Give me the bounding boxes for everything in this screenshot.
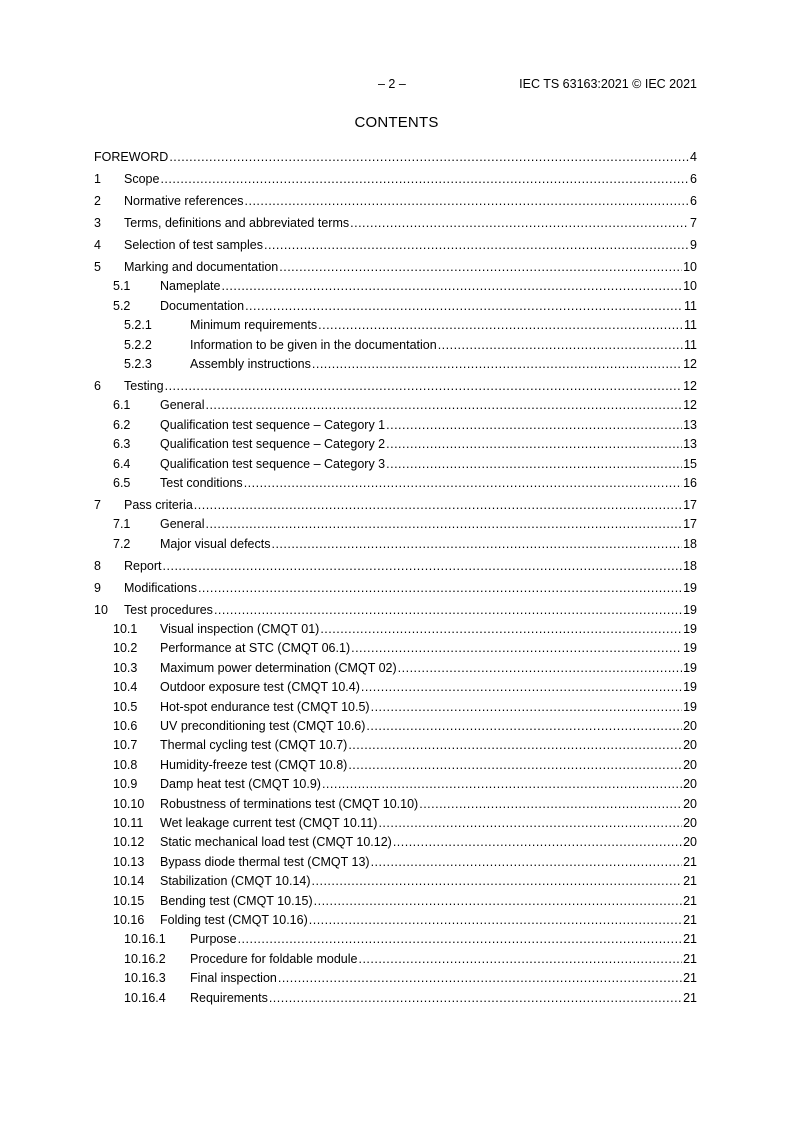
dot-leader: [318, 317, 683, 333]
toc-entry-page: 6: [690, 172, 697, 186]
toc-entry-page: 21: [683, 990, 697, 1005]
toc-entry-number: 10.16.3: [124, 971, 166, 986]
toc-entry-number: 8: [94, 558, 101, 573]
toc-entry-number: 5.1: [113, 279, 131, 294]
toc-entry[interactable]: [94, 209, 697, 231]
toc-entry-number: 6.5: [113, 475, 131, 490]
toc-entry-page: 20: [683, 796, 697, 811]
toc-entry-title: Damp heat test (CMQT 10.9): [160, 777, 321, 792]
toc-entry-number: 7.1: [113, 517, 131, 532]
toc-entry[interactable]: [94, 870, 697, 889]
toc-entry[interactable]: [94, 812, 697, 831]
toc-entry[interactable]: [94, 433, 697, 452]
dot-leader: [320, 621, 682, 637]
toc-entry-title: Humidity-freeze test (CMQT 10.8): [160, 757, 348, 772]
table-of-contents: [94, 143, 697, 1006]
toc-entry-page: 19: [683, 602, 697, 617]
toc-entry[interactable]: [94, 574, 697, 596]
toc-entry-page: 13: [683, 417, 697, 432]
toc-entry[interactable]: [94, 734, 697, 753]
toc-entry-page: 6: [690, 194, 697, 208]
toc-entry-title: Maximum power determination (CMQT 02): [160, 660, 397, 675]
toc-entry-title: Report: [124, 558, 162, 573]
toc-entry-page: 18: [683, 558, 697, 573]
dot-leader: [393, 834, 682, 850]
dot-leader: [419, 796, 682, 812]
toc-entry-title: Folding test (CMQT 10.16): [160, 912, 308, 927]
toc-entry-number: 6.1: [113, 398, 131, 413]
toc-entry[interactable]: [94, 715, 697, 734]
dot-leader: [312, 873, 683, 889]
toc-entry[interactable]: [94, 637, 697, 656]
dot-leader: [271, 536, 682, 552]
toc-entry[interactable]: [94, 676, 697, 695]
toc-entry-title: Testing: [124, 378, 164, 393]
toc-entry[interactable]: [94, 695, 697, 714]
toc-entry-title: Terms, definitions and abbreviated terms: [124, 216, 350, 230]
toc-entry-number: 2: [94, 194, 101, 208]
toc-entry-title: Documentation: [160, 298, 245, 313]
toc-entry-number: 10.7: [113, 738, 138, 753]
dot-leader: [322, 776, 682, 792]
toc-entry-title: Final inspection: [190, 971, 277, 986]
toc-entry-title: Procedure for foldable module: [190, 951, 358, 966]
toc-entry[interactable]: [94, 889, 697, 908]
toc-entry-title: Selection of test samples: [124, 238, 263, 252]
toc-entry-number: 7.2: [113, 536, 131, 551]
dot-leader: [438, 337, 683, 353]
toc-entry[interactable]: [94, 552, 697, 574]
toc-entry-page: 21: [683, 932, 697, 947]
toc-entry-title: General: [160, 398, 205, 413]
toc-entry-number: 5.2: [113, 298, 131, 313]
page-header: [0, 77, 793, 93]
dot-leader: [194, 497, 682, 513]
toc-entry[interactable]: [94, 353, 697, 372]
toc-entry-title: Robustness of terminations test (CMQT 10.10): [160, 796, 419, 811]
toc-entry-number: 7: [94, 497, 101, 512]
toc-entry[interactable]: [94, 143, 697, 165]
toc-entry-number: 10.15: [113, 893, 145, 908]
toc-entry-number: 10.5: [113, 699, 138, 714]
toc-entry-number: 10.11: [113, 815, 144, 830]
dot-leader: [205, 397, 682, 413]
toc-entry-title: Minimum requirements: [190, 318, 318, 333]
toc-entry-page: 21: [683, 971, 697, 986]
toc-entry-number: 6: [94, 378, 101, 393]
toc-entry-page: 19: [683, 699, 697, 714]
dot-leader: [312, 356, 682, 372]
dot-leader: [278, 970, 682, 986]
toc-entry[interactable]: [94, 314, 697, 333]
toc-entry-number: 10.3: [113, 660, 138, 675]
toc-entry-title: FOREWORD: [94, 150, 169, 164]
toc-entry-title: Bending test (CMQT 10.15): [160, 893, 313, 908]
toc-entry-number: 10.9: [113, 777, 138, 792]
toc-entry-title: Normative references: [124, 194, 244, 208]
dot-leader: [244, 475, 682, 491]
toc-entry[interactable]: [94, 472, 697, 491]
toc-entry-number: 9: [94, 580, 101, 595]
toc-entry-page: 11: [684, 337, 697, 352]
toc-entry-page: 10: [683, 279, 697, 294]
toc-entry-page: 20: [683, 719, 697, 734]
toc-entry[interactable]: [94, 253, 697, 275]
toc-entry-number: 6.4: [113, 456, 131, 471]
toc-entry-title: Hot-spot endurance test (CMQT 10.5): [160, 699, 370, 714]
toc-entry-title: Pass criteria: [124, 497, 193, 512]
toc-entry-page: 21: [683, 854, 697, 869]
toc-entry-page: 21: [683, 874, 697, 889]
toc-entry-page: 19: [683, 680, 697, 695]
toc-entry-number: 10.8: [113, 757, 138, 772]
dot-leader: [264, 237, 689, 253]
toc-entry[interactable]: [94, 452, 697, 471]
toc-entry-title: Wet leakage current test (CMQT 10.11): [160, 815, 378, 830]
toc-entry-number: 10.14: [113, 874, 145, 889]
toc-title: CONTENTS: [354, 114, 439, 131]
dot-leader: [351, 640, 682, 656]
toc-entry-number: 3: [94, 216, 101, 230]
toc-entry-number: 10.16.4: [124, 990, 166, 1005]
toc-entry-number: 10.4: [113, 680, 138, 695]
dot-leader: [238, 931, 683, 947]
toc-entry[interactable]: [94, 333, 697, 352]
toc-entry-number: 5.2.1: [124, 318, 152, 333]
toc-entry-number: 4: [94, 238, 101, 252]
toc-entry-page: 19: [683, 660, 697, 675]
toc-entry-number: 5.2.2: [124, 337, 152, 352]
toc-entry[interactable]: [94, 753, 697, 772]
toc-entry[interactable]: [94, 967, 697, 986]
toc-entry-page: 13: [683, 437, 697, 452]
page-number: – 2 –: [378, 77, 406, 91]
toc-entry-title: Scope: [124, 172, 160, 186]
toc-entry[interactable]: [94, 850, 697, 869]
toc-entry[interactable]: [94, 294, 697, 313]
toc-entry-number: 10.6: [113, 719, 138, 734]
toc-entry-number: 6.3: [113, 437, 131, 452]
toc-entry-title: Test conditions: [160, 475, 243, 490]
toc-entry-page: 11: [684, 318, 697, 333]
toc-entry-title: Qualification test sequence – Category 1: [160, 417, 386, 432]
toc-entry-page: 15: [683, 456, 697, 471]
toc-entry[interactable]: [94, 596, 697, 618]
toc-entry-title: Qualification test sequence – Category 2: [160, 437, 386, 452]
toc-entry-title: Outdoor exposure test (CMQT 10.4): [160, 680, 360, 695]
toc-entry[interactable]: [94, 513, 697, 532]
toc-entry-title: Information to be given in the documentation: [190, 337, 437, 352]
dot-leader: [386, 456, 682, 472]
toc-entry-number: 10.16: [113, 912, 145, 927]
toc-entry-title: Visual inspection (CMQT 01): [160, 622, 320, 637]
toc-entry-number: 10.16.2: [124, 951, 166, 966]
toc-entry[interactable]: [94, 532, 697, 551]
toc-entry-page: 9: [690, 238, 697, 252]
dot-leader: [348, 737, 682, 753]
toc-entry-title: Requirements: [190, 990, 268, 1005]
toc-entry-page: 19: [683, 641, 697, 656]
toc-entry-page: 21: [683, 912, 697, 927]
toc-entry-title: Performance at STC (CMQT 06.1): [160, 641, 351, 656]
toc-entry-title: Bypass diode thermal test (CMQT 13): [160, 854, 370, 869]
toc-entry-page: 20: [683, 757, 697, 772]
toc-entry-page: 17: [683, 517, 697, 532]
toc-entry-page: 20: [683, 738, 697, 753]
dot-leader: [371, 854, 683, 870]
toc-entry-number: 10.13: [113, 854, 145, 869]
toc-entry-title: Major visual defects: [160, 536, 271, 551]
toc-entry-number: 10.16.1: [124, 932, 166, 947]
dot-leader: [309, 912, 682, 928]
toc-entry[interactable]: [94, 928, 697, 947]
toc-entry-page: 7: [690, 216, 697, 230]
toc-entry[interactable]: [94, 394, 697, 413]
toc-entry-page: 10: [683, 260, 697, 274]
toc-entry[interactable]: [94, 986, 697, 1005]
dot-leader: [366, 718, 682, 734]
toc-entry-number: 5: [94, 260, 101, 274]
toc-entry-number: 10.1: [113, 622, 138, 637]
toc-entry-page: 19: [683, 580, 697, 595]
dot-leader: [350, 215, 689, 231]
toc-entry-page: 19: [683, 622, 697, 637]
toc-entry[interactable]: [94, 773, 697, 792]
dot-leader: [221, 278, 682, 294]
toc-entry-number: 10.10: [113, 796, 145, 811]
dot-leader: [160, 171, 689, 187]
toc-entry-title: Stabilization (CMQT 10.14): [160, 874, 311, 889]
dot-leader: [269, 990, 682, 1006]
toc-entry-page: 12: [683, 398, 697, 413]
toc-entry-title: Marking and documentation: [124, 260, 279, 274]
dot-leader: [279, 259, 682, 275]
dot-leader: [386, 417, 682, 433]
toc-entry[interactable]: [94, 831, 697, 850]
dot-leader: [378, 815, 682, 831]
toc-entry-number: 1: [94, 172, 101, 186]
toc-entry-page: 17: [683, 497, 697, 512]
toc-entry[interactable]: [94, 792, 697, 811]
toc-entry-page: 20: [683, 777, 697, 792]
dot-leader: [398, 660, 682, 676]
toc-entry-title: Nameplate: [160, 279, 221, 294]
toc-entry[interactable]: [94, 413, 697, 432]
dot-leader: [169, 149, 689, 165]
toc-entry-title: Static mechanical load test (CMQT 10.12): [160, 835, 392, 850]
document-reference: IEC TS 63163:2021 © IEC 2021: [519, 77, 697, 91]
toc-entry[interactable]: [94, 656, 697, 675]
toc-entry-page: 20: [683, 835, 697, 850]
toc-entry-title: Purpose: [190, 932, 237, 947]
dot-leader: [165, 378, 682, 394]
dot-leader: [245, 298, 683, 314]
dot-leader: [371, 699, 683, 715]
toc-entry[interactable]: [94, 275, 697, 294]
toc-entry-page: 21: [683, 893, 697, 908]
toc-entry-title: Assembly instructions: [190, 356, 311, 371]
toc-entry-number: 10.12: [113, 835, 145, 850]
toc-entry-number: 10: [94, 602, 108, 617]
toc-entry-page: 12: [683, 378, 697, 393]
toc-entry[interactable]: [94, 491, 697, 513]
toc-entry-title: UV preconditioning test (CMQT 10.6): [160, 719, 366, 734]
dot-leader: [245, 193, 690, 209]
toc-entry-page: 16: [683, 475, 697, 490]
toc-entry[interactable]: [94, 165, 697, 187]
toc-entry[interactable]: [94, 947, 697, 966]
toc-entry[interactable]: [94, 231, 697, 253]
dot-leader: [386, 436, 682, 452]
toc-entry-page: 18: [683, 536, 697, 551]
toc-entry-title: Test procedures: [124, 602, 213, 617]
toc-entry-title: Modifications: [124, 580, 197, 595]
toc-entry-number: 10.2: [113, 641, 138, 656]
toc-entry-page: 4: [690, 150, 697, 164]
toc-entry-page: 20: [683, 815, 697, 830]
toc-entry-title: Thermal cycling test (CMQT 10.7): [160, 738, 348, 753]
dot-leader: [205, 516, 682, 532]
toc-entry-page: 11: [684, 298, 697, 313]
toc-entry[interactable]: [94, 372, 697, 394]
toc-entry[interactable]: [94, 618, 697, 637]
toc-entry-number: 6.2: [113, 417, 131, 432]
toc-entry-title: General: [160, 517, 205, 532]
toc-entry-page: 21: [683, 951, 697, 966]
dot-leader: [163, 558, 683, 574]
toc-entry[interactable]: [94, 187, 697, 209]
dot-leader: [361, 679, 682, 695]
dot-leader: [314, 893, 682, 909]
toc-entry-number: 5.2.3: [124, 356, 152, 371]
dot-leader: [198, 580, 682, 596]
toc-entry-title: Qualification test sequence – Category 3: [160, 456, 386, 471]
dot-leader: [214, 602, 682, 618]
toc-entry[interactable]: [94, 909, 697, 928]
dot-leader: [358, 951, 682, 967]
dot-leader: [348, 757, 682, 773]
toc-entry-page: 12: [683, 356, 697, 371]
